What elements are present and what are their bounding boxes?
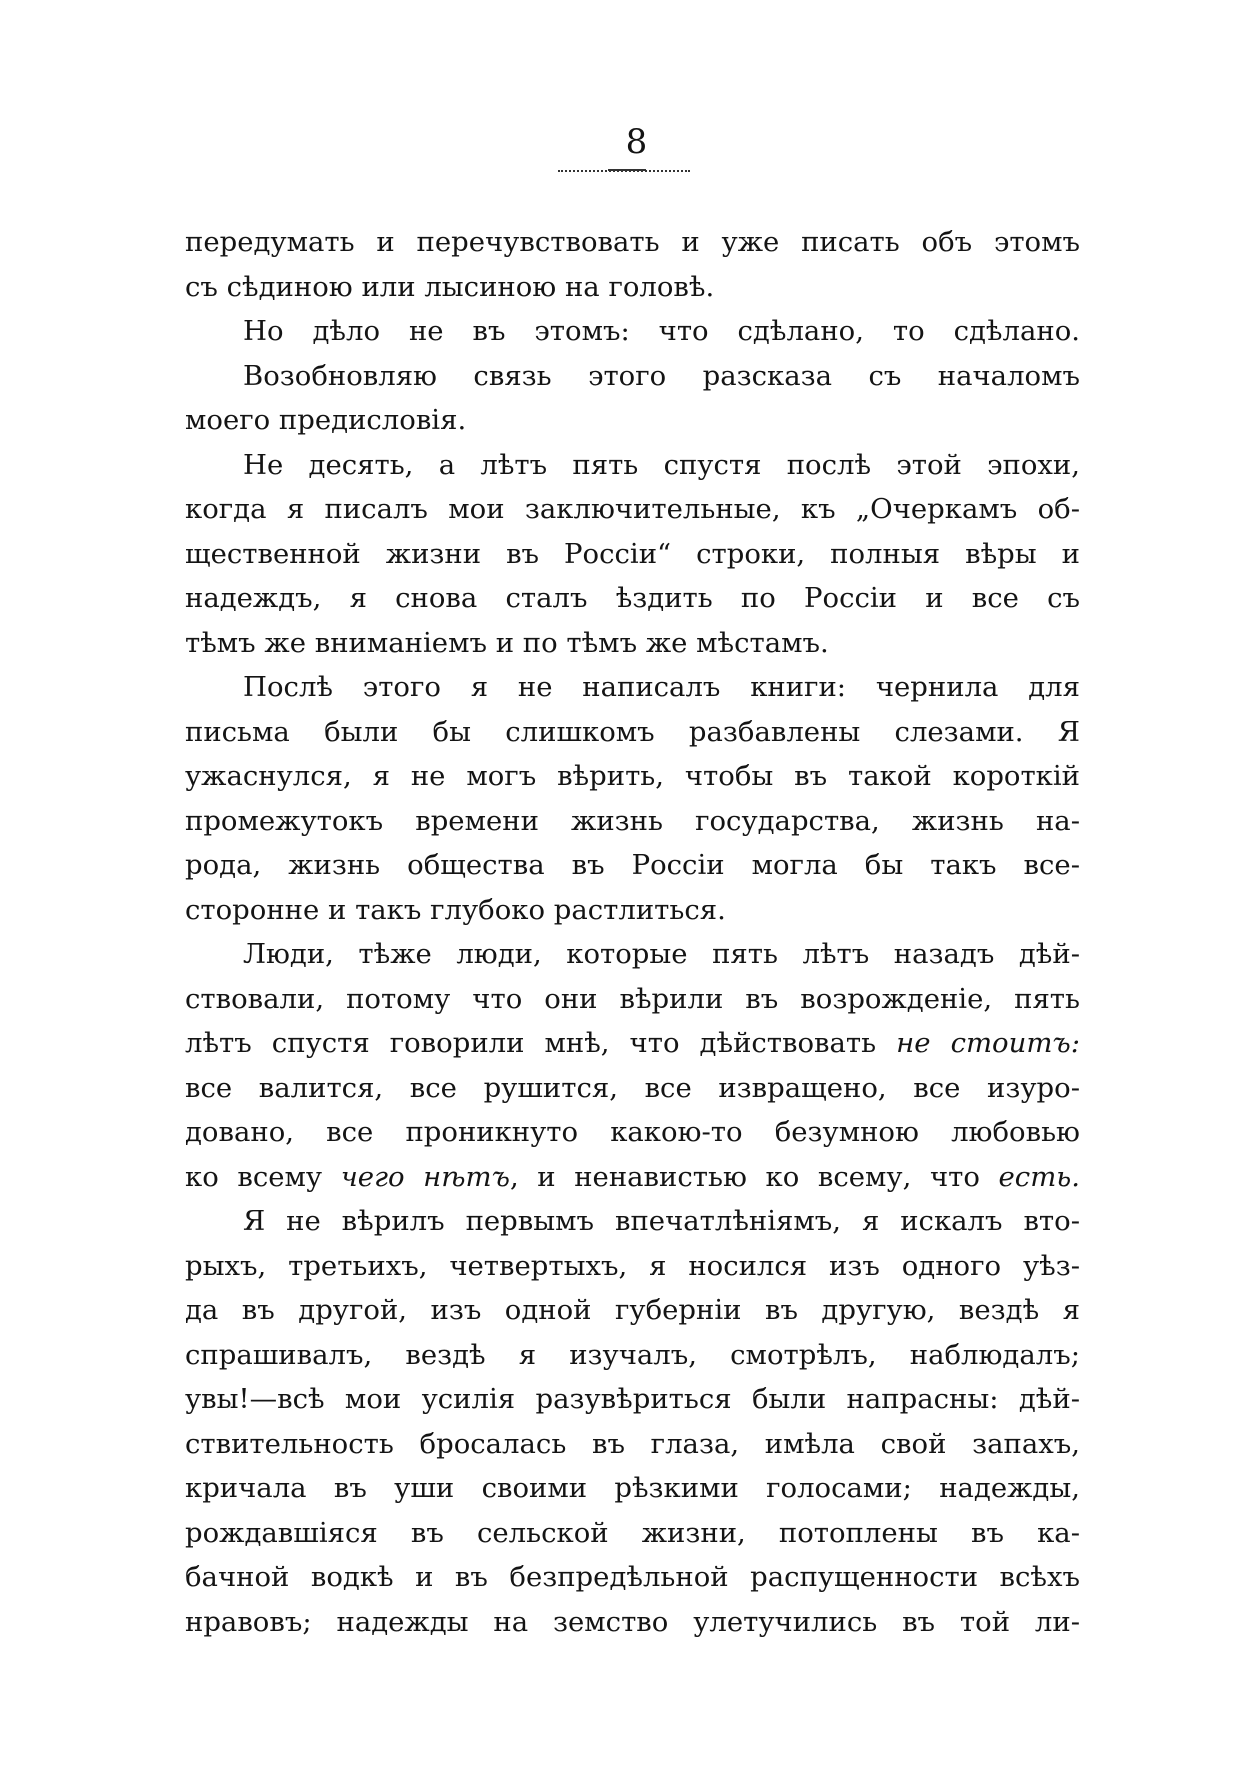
text-line: ствовали, потому что они вѣрили въ возрожденіе, пять (185, 982, 1080, 1015)
text-line: сторонне и такъ глубоко растлиться. (185, 893, 726, 926)
text-line: ствительность бросалась въ глаза, имѣла свой запахъ, (185, 1427, 1080, 1460)
text-line: передумать и перечувствовать и уже писать объ этомъ (185, 226, 1080, 258)
text-line: когда я писалъ мои заключительные, къ „Очеркамъ об- (185, 493, 1080, 525)
text-segment: , и ненавистью ко всему, что (509, 1160, 999, 1193)
text-line: Люди, тѣже люди, которые пять лѣтъ назадъ дѣй- (243, 938, 1080, 970)
text-line: моего предисловія. (185, 404, 467, 436)
text-line: рода, жизнь общества въ Россіи могла бы такъ все- (185, 849, 1080, 881)
text-line: довано, все проникнуто какою-то безумною любовью (185, 1116, 1080, 1148)
text-line: съ сѣдиною или лысиною на головѣ. (185, 270, 715, 303)
text-line: нравовъ; надежды на земство улетучились въ той ли- (185, 1605, 1080, 1638)
text-line (185, 1155, 1080, 1200)
text-line: увы!—всѣ мои усилія разувѣриться были напрасны: дѣй- (185, 1383, 1080, 1415)
text-line: Не десять, а лѣтъ пять спустя послѣ этой эпохи, (243, 448, 1080, 481)
text-segment: лѣтъ спустя говорили мнѣ, что дѣйствовать (185, 1027, 897, 1059)
page-number-rule-center (608, 169, 646, 171)
text-line (185, 1021, 1080, 1066)
text-segment: ко всему (185, 1160, 341, 1193)
text-line: ужаснулся, я не могъ вѣрить, чтобы въ такой короткій (185, 760, 1080, 792)
text-line: Я не вѣрилъ первымъ впечатлѣніямъ, я искалъ вто- (243, 1205, 1080, 1237)
text-line: тѣмъ же вниманіемъ и по тѣмъ же мѣстамъ. (185, 626, 829, 659)
text-line: да въ другой, изъ одной губерніи въ другую, вездѣ я (185, 1294, 1080, 1326)
text-line: рождавшіяся въ сельской жизни, потоплены въ ка- (185, 1516, 1080, 1549)
text-line: бачной водкѣ и въ безпредѣльной распущенности всѣхъ (185, 1561, 1080, 1593)
text-line: рыхъ, третьихъ, четвертыхъ, я носился изъ одного уѣз- (185, 1249, 1080, 1282)
text-line: щественной жизни въ Россіи“ строки, полныя вѣры и (185, 537, 1080, 570)
text-line: промежутокъ времени жизнь государства, жизнь на- (185, 804, 1080, 837)
body-text (185, 220, 1080, 1644)
text-line: кричала въ уши своими рѣзкими голосами; надежды, (185, 1472, 1080, 1504)
text-line: все валится, все рушится, все извращено, все изуро- (185, 1071, 1080, 1104)
italic-text: не стоитъ: (896, 1027, 1080, 1059)
text-line: Послѣ этого я не написалъ книги: чернила для (243, 671, 1080, 703)
text-line: Возобновляю связь этого разсказа съ началомъ (243, 359, 1080, 392)
text-line: надеждъ, я снова сталъ ѣздить по Россіи и все съ (185, 582, 1080, 614)
text-line: Но дѣло не въ этомъ: что сдѣлано, то сдѣлано. (243, 315, 1080, 347)
text-line: письма были бы слишкомъ разбавлены слезами. Я (185, 715, 1080, 748)
text-line: спрашивалъ, вездѣ я изучалъ, смотрѣлъ, наблюдалъ; (185, 1338, 1080, 1371)
page-number: 8 (625, 122, 648, 162)
italic-text: есть. (998, 1160, 1080, 1193)
italic-text: чего нѣтъ (340, 1160, 510, 1193)
